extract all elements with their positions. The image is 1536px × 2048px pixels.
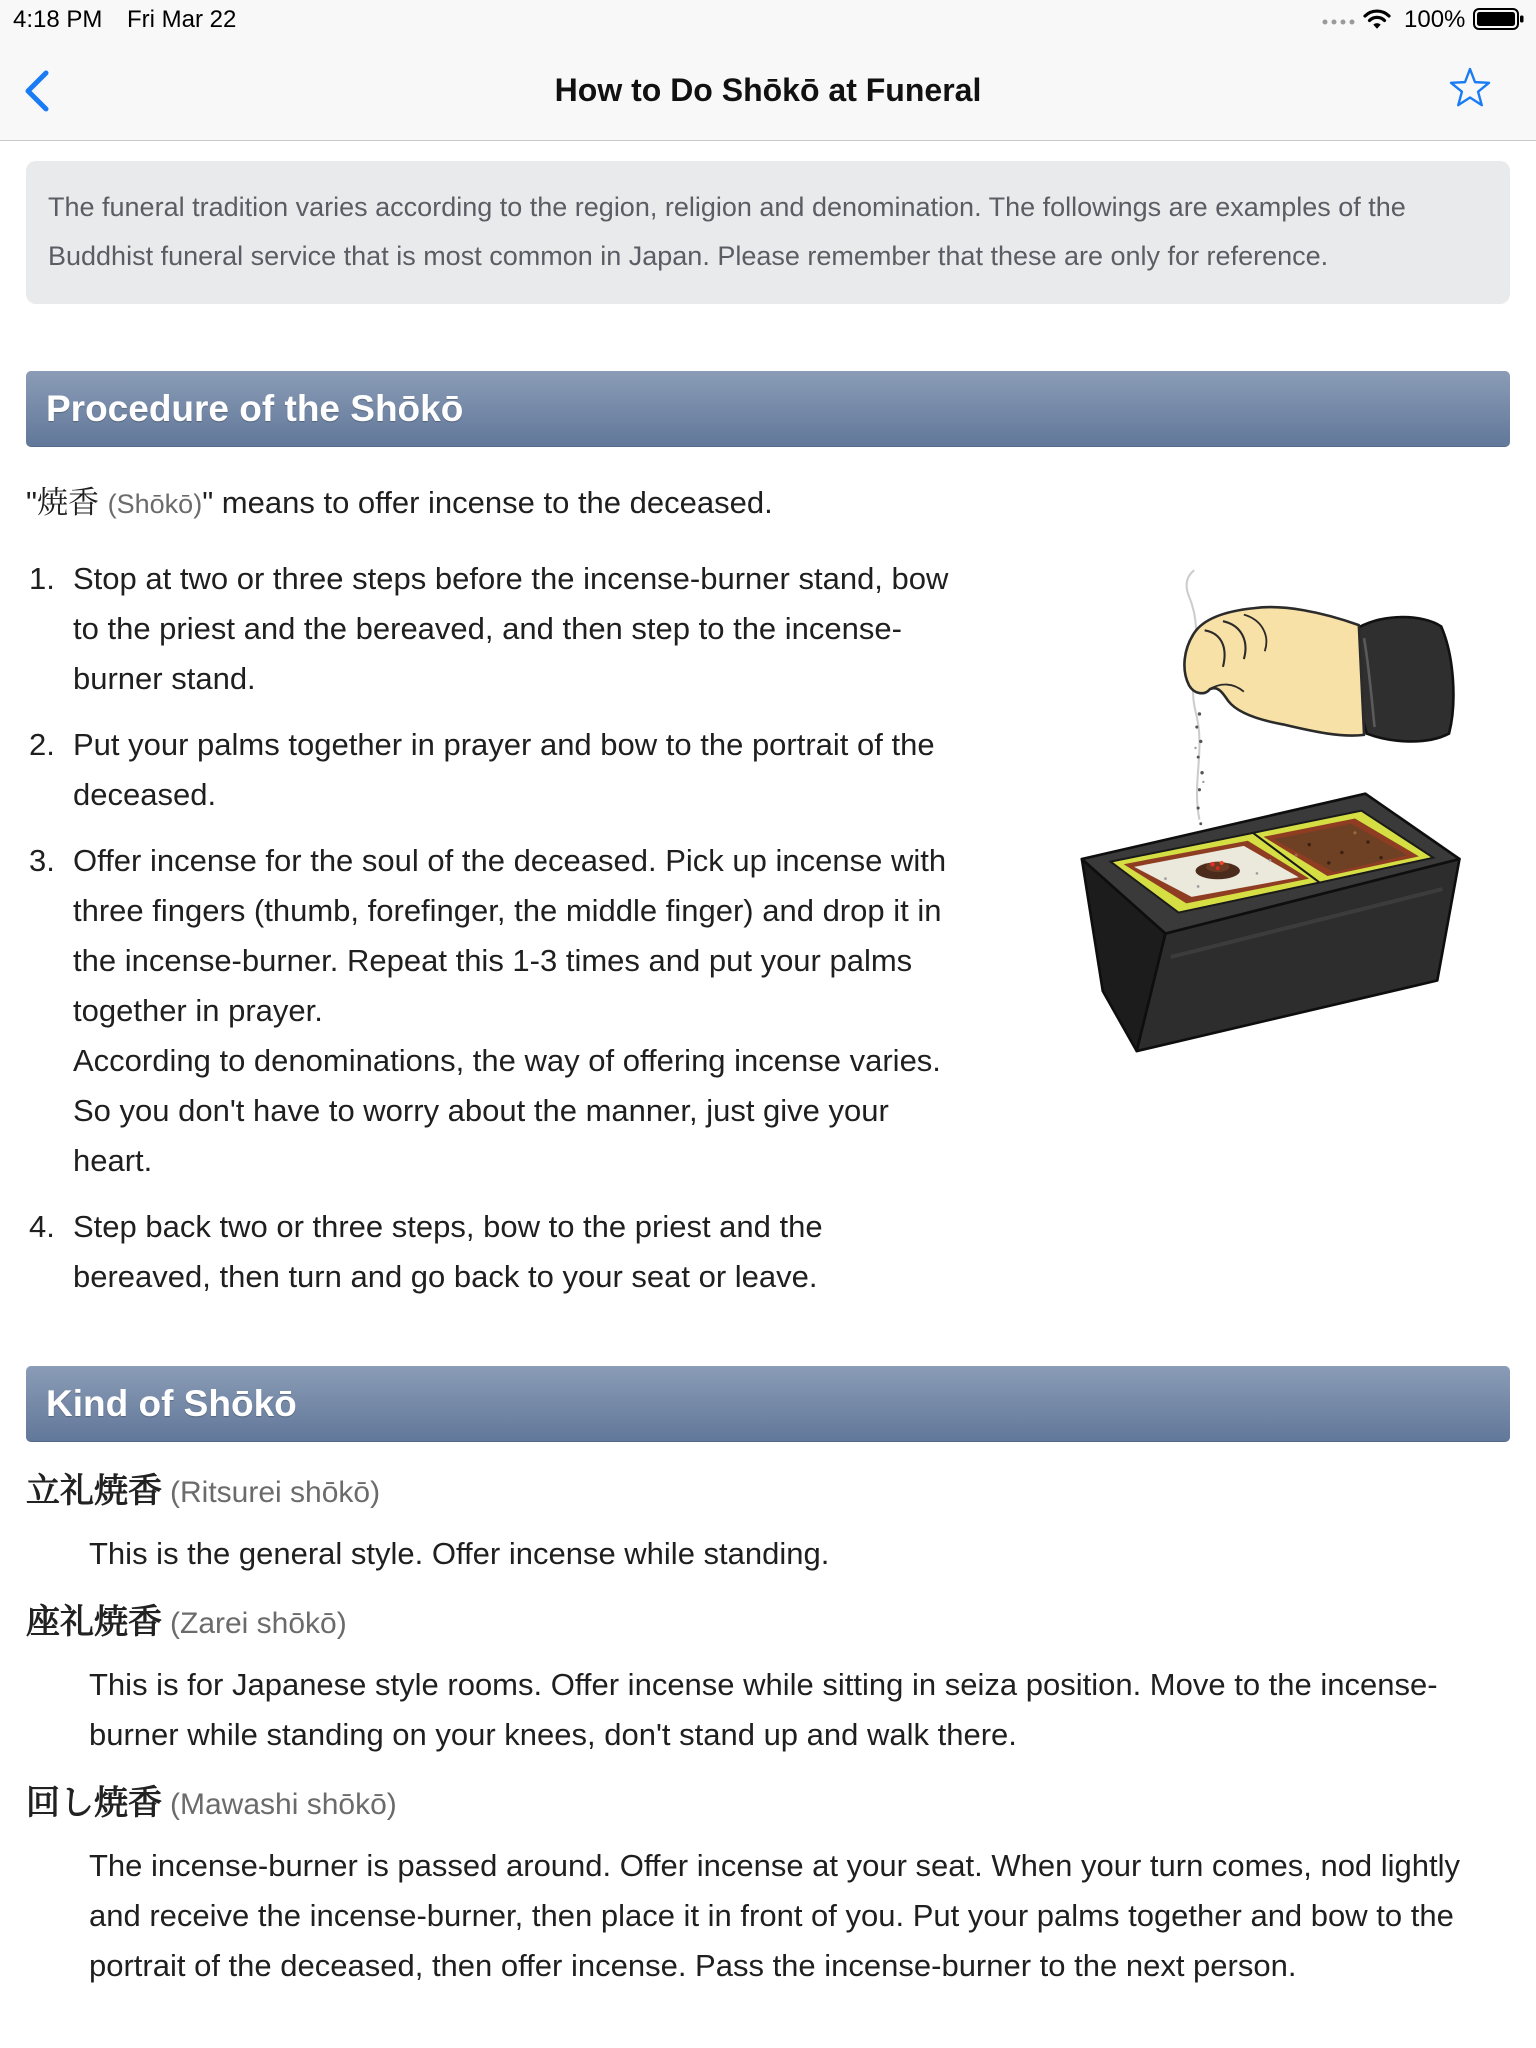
step-line: three fingers (thumb, forefinger, the middle finger) and drop it in [73, 893, 942, 928]
wifi-icon [1362, 7, 1392, 31]
kind-description-line: and receive the incense-burner, then place it in front of you. Put your palms together and bow to the [89, 1898, 1454, 1933]
step-number: 4. [29, 1209, 55, 1244]
kind-heading [26, 1597, 1516, 1647]
chevron-left-icon [28, 73, 46, 109]
battery-percentage: 100% [1404, 6, 1466, 33]
step-line: bereaved, then turn and go back to your seat or leave. [73, 1259, 818, 1294]
kind-reading: (Mawashi shōkō) [170, 1788, 397, 1821]
status-date: Fri Mar 22 [127, 6, 237, 33]
notice-line: Buddhist funeral service that is most common in Japan. Please remember that these are only for reference. [48, 241, 1329, 271]
step-number: 3. [29, 843, 55, 878]
reference-notice [26, 161, 1510, 304]
notice-line: The funeral tradition varies according to the region, religion and denomination. The followings are examples of the [48, 192, 1406, 222]
step-line: Offer incense for the soul of the deceased. Pick up incense with [73, 843, 947, 878]
kind-description-line: This is the general style. Offer incense while standing. [89, 1536, 830, 1571]
kind-heading [26, 1778, 1516, 1828]
intro-reading: (Shōkō) [107, 489, 203, 519]
star-outline-icon [1451, 69, 1489, 105]
back-button[interactable] [20, 68, 54, 114]
step-note-line: According to denominations, the way of offering incense varies. [73, 1043, 941, 1078]
smoke [1187, 570, 1200, 820]
section-header-kinds: Kind of Shōkō [26, 1366, 1510, 1442]
step-item [0, 720, 1000, 820]
kind-reading: (Zarei shōkō) [170, 1607, 347, 1640]
step-item [0, 1202, 1000, 1302]
kind-description [89, 1660, 1516, 1760]
kind-name: 座礼焼香 [26, 1603, 162, 1641]
kind-heading [26, 1466, 1516, 1516]
kind-reading: (Ritsurei shōkō) [170, 1476, 381, 1509]
kind-description-line: burner while standing on your knees, don't stand up and walk there. [89, 1717, 1017, 1752]
hand [1184, 607, 1364, 735]
battery-icon [1473, 7, 1525, 31]
top-chrome [0, 0, 1536, 141]
procedure-intro [26, 478, 773, 529]
kind-name: 回し焼香 [26, 1784, 162, 1822]
procedure-steps [0, 554, 1000, 1318]
status-time: 4:18 PM [13, 6, 103, 33]
kinds-list [26, 1466, 1516, 1991]
incense-burner [1082, 794, 1460, 1051]
step-line: the incense-burner. Repeat this 1-3 times and put your palms [73, 943, 913, 978]
signal-dots-icon [1322, 18, 1356, 26]
step-line: burner stand. [73, 661, 256, 696]
step-note-line: So you don't have to worry about the manner, just give your [73, 1093, 889, 1128]
kind-description-line: The incense-burner is passed around. Offer incense at your seat. When your turn comes, nod lightly [89, 1848, 1461, 1883]
kind-item [26, 1778, 1516, 1991]
step-line: Put your palms together in prayer and bow to the portrait of the [73, 727, 935, 762]
kind-description-line: This is for Japanese style rooms. Offer incense while sitting in seiza position. Move to the incense- [89, 1667, 1438, 1702]
intro-term: "焼香 [26, 485, 100, 520]
step-item [0, 836, 1000, 1186]
kind-name: 立礼焼香 [26, 1472, 162, 1510]
kind-description [89, 1841, 1516, 1991]
kind-description [89, 1529, 1516, 1579]
step-text [73, 720, 1000, 820]
kind-item [26, 1597, 1516, 1760]
step-text [73, 554, 1000, 704]
step-line: Step back two or three steps, bow to the priest and the [73, 1209, 823, 1244]
step-line: together in prayer. [73, 993, 323, 1028]
favorite-button[interactable] [1448, 66, 1492, 110]
step-number: 1. [29, 561, 55, 596]
step-line: to the priest and the bereaved, and then step to the incense- [73, 611, 902, 646]
step-number: 2. [29, 727, 55, 762]
section-header-procedure: Procedure of the Shōkō [26, 371, 1510, 447]
kind-description-line: portrait of the deceased, then offer incense. Pass the incense-burner to the next person. [89, 1948, 1297, 1983]
step-line: deceased. [73, 777, 217, 812]
intro-text: " means to offer incense to the deceased. [202, 485, 773, 520]
page-title: How to Do Shōkō at Funeral [554, 72, 982, 108]
step-line: Stop at two or three steps before the incense-burner stand, bow [73, 561, 949, 596]
step-text [73, 836, 1000, 1186]
step-text [73, 1202, 1000, 1302]
step-item [0, 554, 1000, 704]
step-note-line: heart. [73, 1143, 153, 1178]
incense-illustration [1074, 565, 1466, 1055]
kind-item [26, 1466, 1516, 1579]
